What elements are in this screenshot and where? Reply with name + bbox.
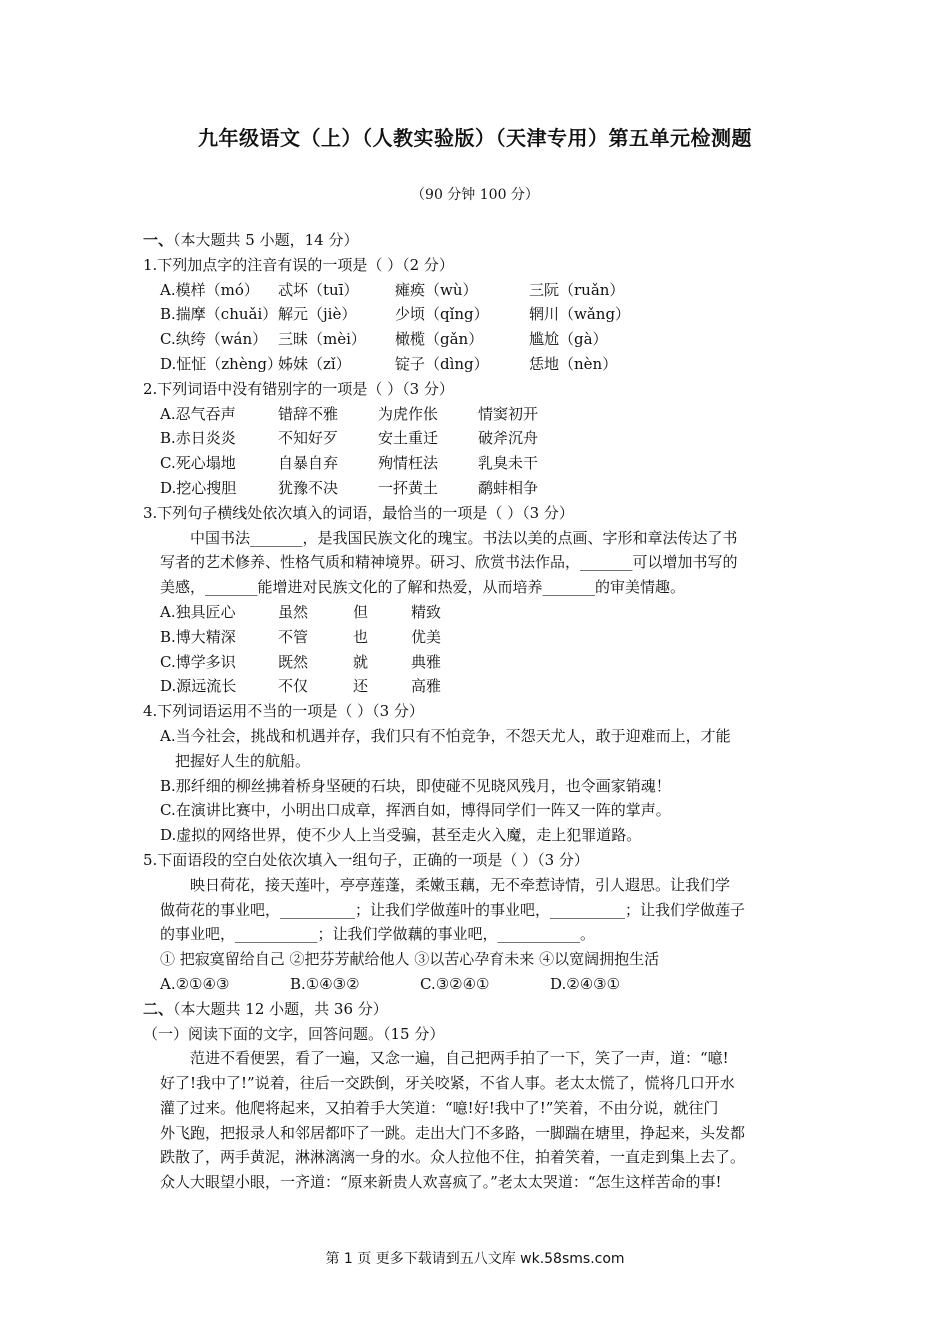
question-3-option-b: B.博大精深 不管 也 优美	[160, 627, 442, 646]
page-title: 九年级语文（上）（人教实验版）（天津专用）第五单元检测题	[198, 126, 752, 150]
question-3-option-d: D.源远流长 不仅 还 高雅	[160, 677, 442, 696]
question-1-option-d: D.怔怔（zhèng） 姊妹（zǐ） 锭子（dìng） 恁地（nèn）	[160, 354, 618, 373]
question-1-option-b: B.揣摩（chuǎi） 解元（jiè） 少顷（qǐng） 辋川（wǎng）	[160, 305, 631, 324]
question-4-option-b: B.那纤细的柳丝拂着桥身坚硬的石块，即使碰不见晓风残月，也令画家销魂！	[160, 776, 671, 795]
reading-passage-line: 外飞跑，把报录人和邻居都吓了一跳。走出大门不多路，一脚踹在塘里，挣起来，头发都	[160, 1123, 746, 1142]
question-1-stem: 1.下列加点字的注音有误的一项是（ ）（2 分）	[143, 255, 454, 274]
question-3-option-c: C.博学多识 既然 就 典雅	[160, 652, 442, 671]
question-5-passage-line: 的事业吧，___________；让我们学做藕的事业吧，___________。	[160, 925, 596, 944]
exam-duration-score: （90 分钟 100 分）	[411, 187, 539, 203]
question-1-option-c: C.纨绔（wán） 三昧（mèi） 橄榄（gǎn） 尴尬（gà）	[160, 330, 608, 349]
reading-passage-line: 好了!我中了!”说着，往后一交跌倒，牙关咬紧，不省人事。老太太慌了，慌将几口开水	[160, 1074, 735, 1093]
question-3-passage-line: 中国书法_______，是我国民族文化的瑰宝。书法以美的点画、字形和章法传达了书	[190, 528, 738, 547]
question-5-passage-line: 映日荷花，接天莲叶，亭亭莲蓬，柔嫩玉藕，无不牵惹诗情，引人遐思。让我们学	[190, 875, 731, 894]
question-4-option-a-cont: 把握好人生的航船。	[175, 751, 311, 770]
reading-passage-line: 范进不看便罢，看了一遍，又念一遍，自己把两手拍了一下，笑了一声，道：“噫!	[190, 1049, 729, 1068]
question-2-option-c: C.死心塌地 自暴自弃 殉情枉法 乳臭未干	[160, 454, 539, 473]
question-5-passage-line: 做荷花的事业吧，__________；让我们学做莲叶的事业吧，__________；让我们学做莲子	[160, 900, 746, 919]
question-3-passage-line: 美感，_______能增进对民族文化的了解和热爱，从而培养_______的审美情趣。	[160, 578, 686, 597]
reading-passage-line: 跌散了，两手黄泥，淋淋漓漓一身的水。众人拉他不住，拍着笑着，一直走到集上去了。	[160, 1148, 746, 1167]
reading-intro: （一）阅读下面的文字，回答问题。（15 分）	[143, 1024, 445, 1043]
question-3-passage-line: 写者的艺术修养、性格气质和精神境界。研习、欣赏书法作品，_______可以增加书写的	[160, 553, 738, 572]
question-5-stem: 5.下面语段的空白处依次填入一组句子，正确的一项是（ ）（3 分）	[143, 850, 589, 869]
page-footer: 第 1 页 更多下载请到五八文库 wk.58sms.com	[325, 1251, 625, 1267]
question-2-option-a: A.忍气吞声 错辞不雅 为虎作伥 情窦初开	[160, 404, 539, 423]
question-2-option-b: B.赤日炎炎 不知好歹 安土重迁 破斧沉舟	[160, 429, 539, 448]
section-1-header: 一、（本大题共 5 小题，14 分）	[143, 231, 359, 249]
question-2-option-d: D.挖心搜胆 犹豫不决 一抔黄土 鹬蚌相争	[160, 478, 539, 497]
reading-passage-line: 众人大眼望小眼，一齐道：“原来新贵人欢喜疯了。”老太太哭道：“怎生这样苦命的事!	[160, 1173, 722, 1192]
question-4-option-a: A.当今社会，挑战和机遇并存，我们只有不怕竞争，不怨天尤人，敢于迎难而上，才能	[160, 726, 731, 745]
section-2-header: 二、（本大题共 12 小题，共 36 分）	[143, 999, 388, 1018]
question-4-option-d: D.虚拟的网络世界，使不少人上当受骗，甚至走火入魔，走上犯罪道路。	[160, 826, 642, 845]
question-5-answers: A.②①④③ B.①④③② C.③②④① D.②④③①	[160, 974, 621, 993]
question-4-stem: 4.下列词语运用不当的一项是（ ）（3 分）	[143, 702, 424, 721]
question-4-option-c: C.在演讲比赛中，小明出口成章，挥洒自如，博得同学们一阵又一阵的掌声。	[160, 801, 671, 820]
question-2-stem: 2.下列词语中没有错别字的一项是（ ）（3 分）	[143, 379, 454, 398]
exam-content	[143, 228, 823, 1195]
reading-passage-line: 灌了过来。他爬将起来，又拍着手大笑道：“噫!好!我中了!”笑着，不由分说，就往门	[160, 1098, 719, 1117]
question-1-option-a: A.模样（mó） 忒坏（tuī） 瘫痪（wù） 三阮（ruǎn）	[160, 280, 625, 299]
question-3-option-a: A.独具匠心 虽然 但 精致	[160, 602, 442, 621]
question-3-stem: 3.下列句子横线处依次填入的词语，最恰当的一项是（ ）（3 分）	[143, 503, 574, 522]
question-5-choices: ① 把寂寞留给自己 ②把芬芳献给他人 ③以苦心孕育未来 ④以宽阔拥抱生活	[160, 950, 660, 969]
